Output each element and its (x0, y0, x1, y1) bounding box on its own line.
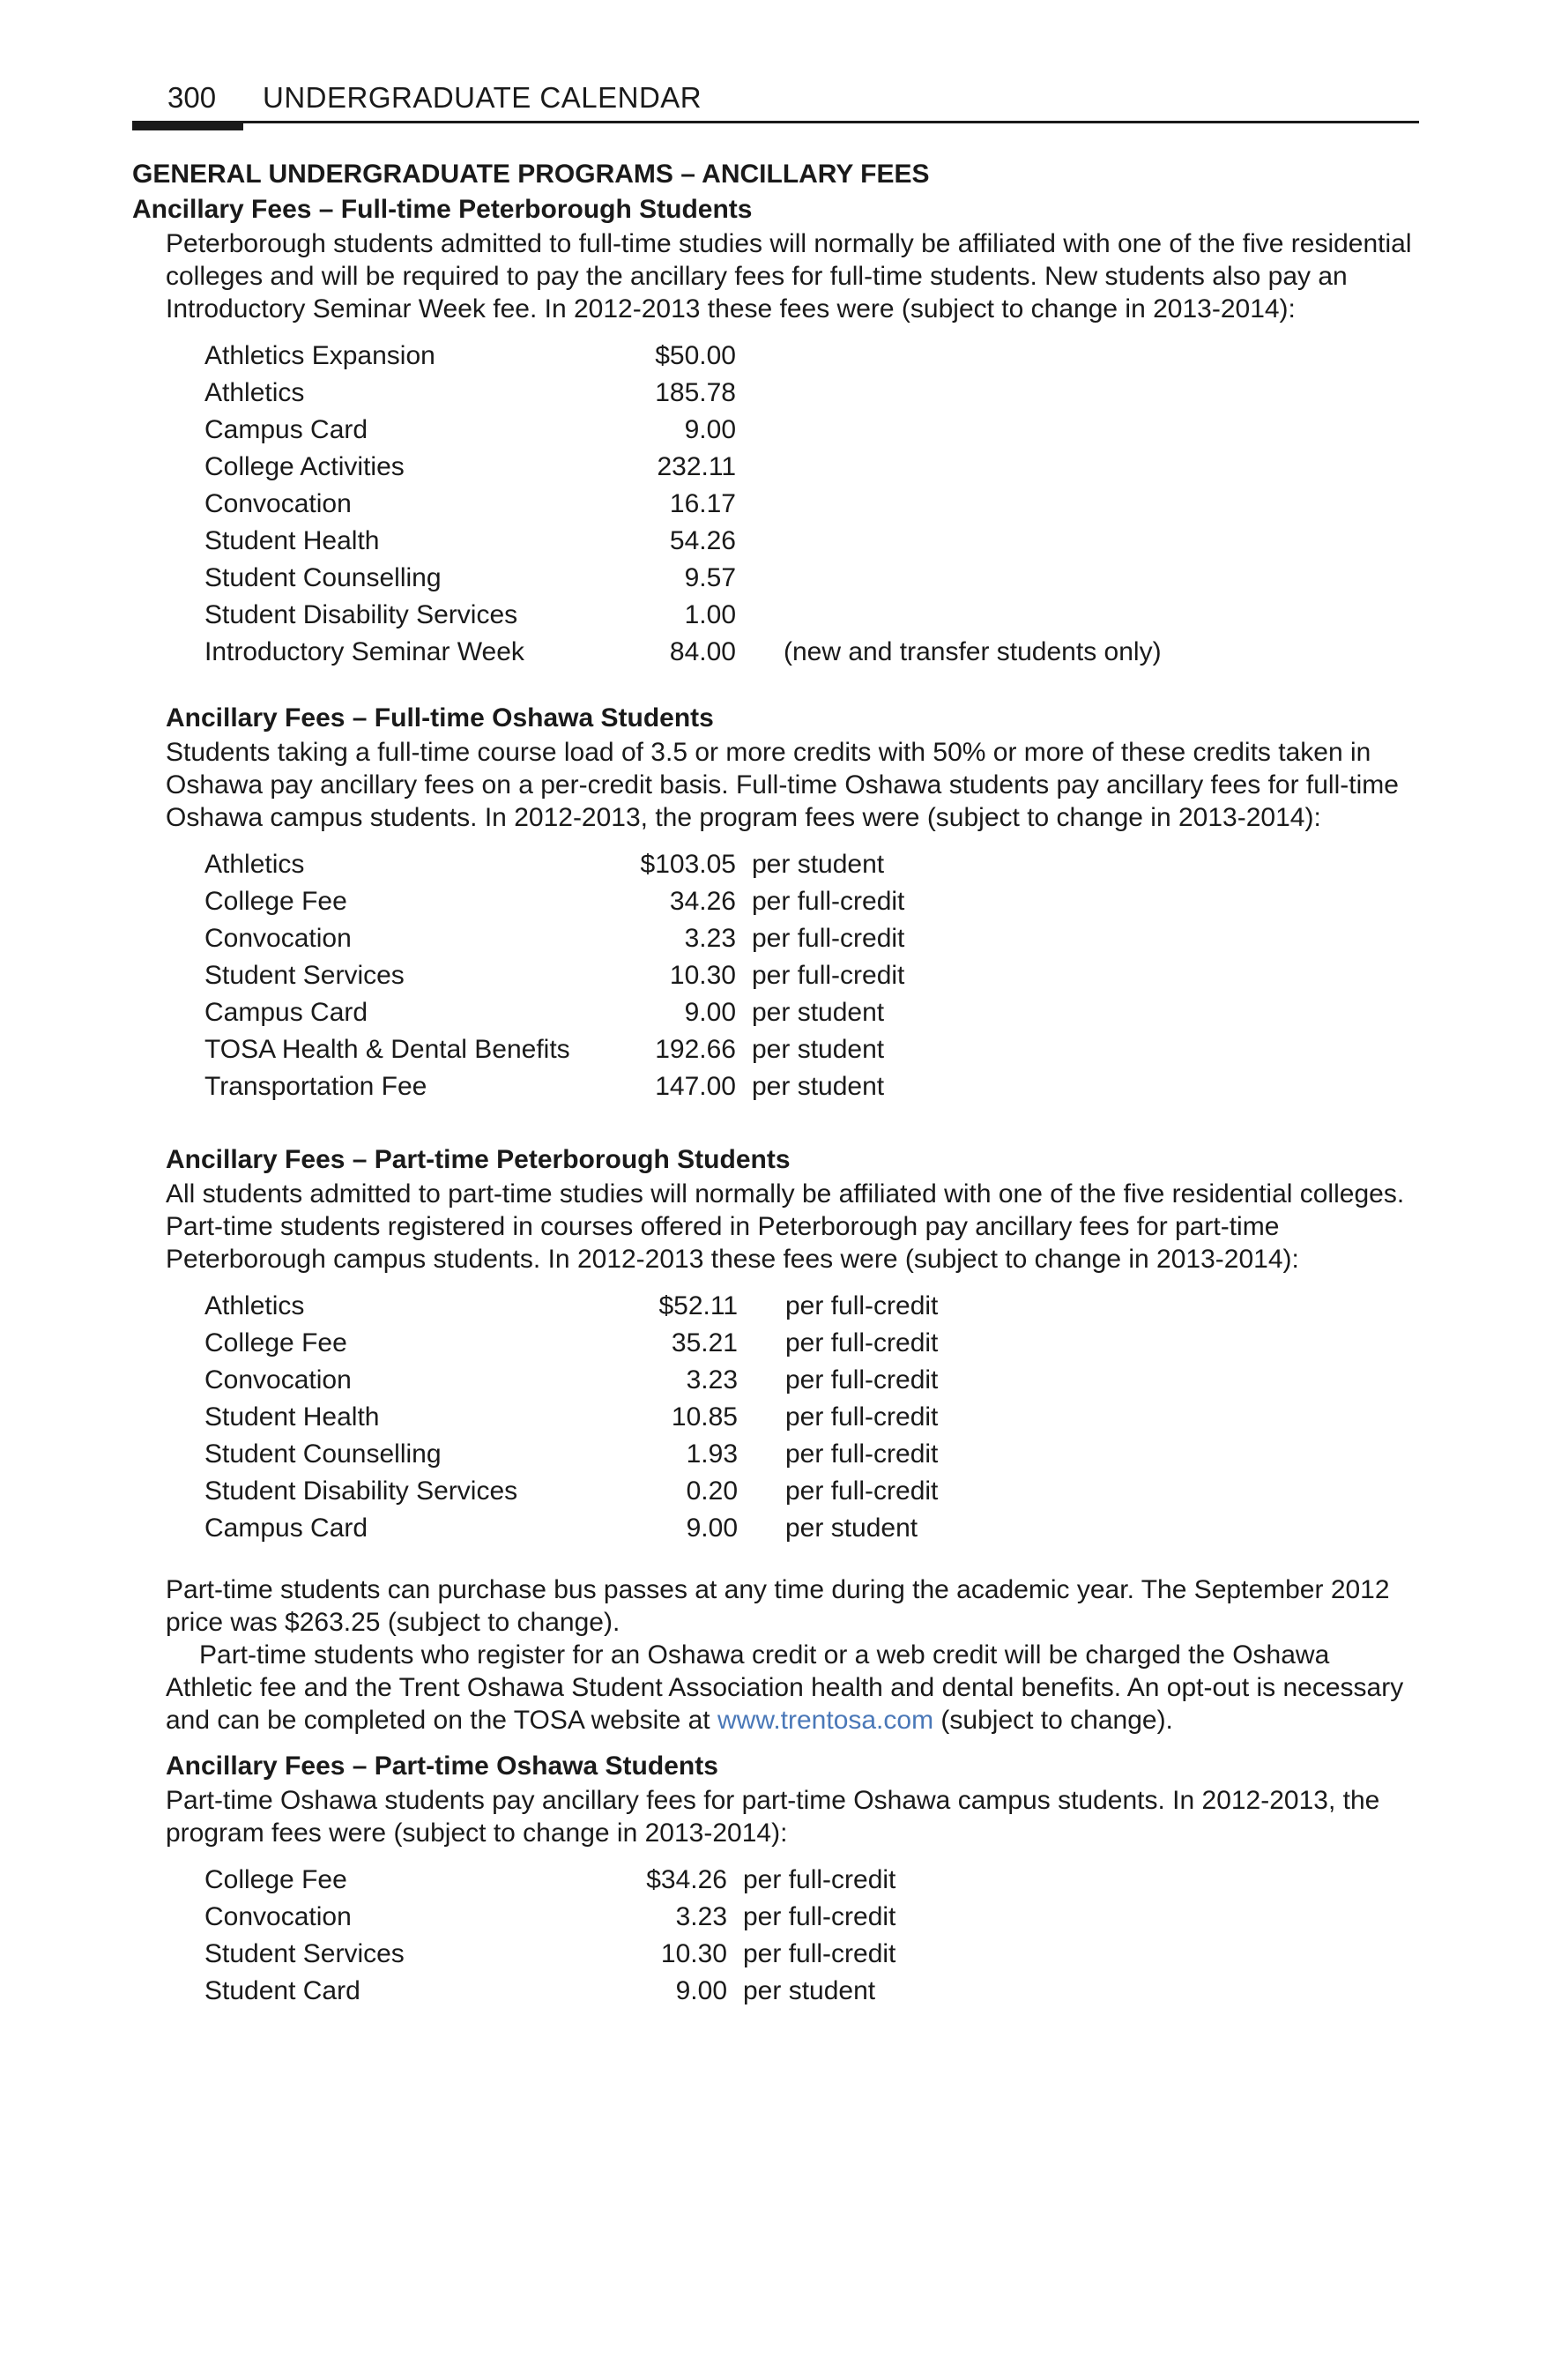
header-rule-accent (132, 121, 243, 130)
fee-note (736, 560, 1162, 597)
fee-label: Athletics Expansion (204, 341, 435, 370)
fee-amount: $34.26 (646, 1865, 727, 1894)
fee-note: per student (743, 1976, 876, 2005)
fee-amount: 0.20 (686, 1476, 738, 1506)
fee-note: per student (785, 1514, 918, 1543)
part-time-notes (166, 1573, 1419, 1737)
table-row (204, 523, 1162, 560)
fee-amount: 9.57 (684, 563, 736, 592)
fee-note: per full-credit (743, 1865, 896, 1894)
fee-note: per full-credit (785, 1476, 939, 1506)
fee-label: Student Counselling (204, 1439, 442, 1469)
table-row (204, 920, 904, 957)
table-row (204, 846, 904, 883)
fee-note: per full-credit (785, 1439, 939, 1469)
section-intro: Part-time Oshawa students pay ancillary fees for part-time Oshawa campus students. In 2012-2013, the program fees were (subject to change in 2013-2014): (166, 1786, 1380, 1848)
fee-amount: 10.30 (669, 961, 736, 990)
fee-label: Campus Card (204, 998, 368, 1027)
fee-label: Student Health (204, 526, 380, 555)
fee-label: Student Card (204, 1976, 360, 2005)
fee-label: Convocation (204, 489, 352, 518)
table-row (204, 1899, 895, 1936)
fee-label: Introductory Seminar Week (204, 637, 524, 666)
fee-note: per student (752, 1035, 885, 1064)
fee-note (736, 597, 1162, 634)
fee-amount: 9.00 (686, 1514, 738, 1543)
fee-note: per full-credit (785, 1402, 939, 1432)
page-title: GENERAL UNDERGRADUATE PROGRAMS – ANCILLARY FEES (132, 160, 930, 189)
fee-amount: 147.00 (655, 1072, 736, 1101)
fee-label: Athletics (204, 378, 305, 407)
section-heading-pt-oshawa: Ancillary Fees – Part-time Oshawa Students (166, 1752, 718, 1781)
header-rule (132, 121, 1419, 123)
fee-label: College Fee (204, 1865, 347, 1894)
fee-amount: 3.23 (686, 1365, 738, 1395)
fee-note: per full-credit (785, 1365, 939, 1395)
table-row (204, 957, 904, 994)
fee-note: per student (752, 1072, 885, 1101)
fee-note: per full-credit (785, 1291, 939, 1320)
table-row (204, 1473, 938, 1510)
fee-amount: 54.26 (669, 526, 736, 555)
fee-table-ft-oshawa (204, 846, 904, 1105)
fee-label: Athletics (204, 850, 305, 879)
section-intro: Students taking a full-time course load of 3.5 or more credits with 50% or more of these credits taken in Oshawa pay ancillary fees on a per-credit basis. Full-time Oshawa students pay ancillary fees for full-time Oshawa campus students. In 2012-2013, the program fees were (subject to change in 2013-2014): (166, 738, 1399, 832)
table-row (204, 412, 1162, 449)
table-row (204, 486, 1162, 523)
fee-amount: 16.17 (669, 489, 736, 518)
fee-label: Convocation (204, 924, 352, 953)
section-heading-pt-peterborough: Ancillary Fees – Part-time Peterborough Students (166, 1145, 791, 1174)
fee-amount: 185.78 (655, 378, 736, 407)
fee-amount: 9.00 (675, 1976, 727, 2005)
fee-label: Campus Card (204, 415, 368, 444)
table-row (204, 1399, 938, 1436)
fee-amount: 35.21 (671, 1328, 738, 1357)
section-pt-peterborough (166, 1178, 1419, 1276)
tosa-website-link[interactable]: www.trentosa.com (717, 1706, 934, 1735)
fee-label: Student Counselling (204, 563, 442, 592)
section-pt-oshawa (166, 1784, 1419, 1849)
table-row (204, 560, 1162, 597)
table-row (204, 634, 1162, 671)
fee-amount: 9.00 (684, 998, 736, 1027)
table-row (204, 1436, 938, 1473)
section-heading-ft-peterborough: Ancillary Fees – Full-time Peterborough Students (132, 195, 753, 224)
oshawa-credit-text: Part-time students who register for an Oshawa credit or a web credit will be charged the Oshawa Athletic fee and the Trent Oshawa Student Association health and dental benefits. An opt-out is necessary and can be completed on the TOSA website at (166, 1640, 1404, 1735)
fee-amount: 3.23 (684, 924, 736, 953)
fee-amount: 34.26 (669, 887, 736, 916)
section-ft-peterborough (166, 227, 1419, 325)
fee-table-pt-oshawa (204, 1862, 895, 2010)
fee-note (736, 375, 1162, 412)
table-row (204, 994, 904, 1031)
fee-amount: 232.11 (657, 452, 736, 481)
fee-note: (new and transfer students only) (784, 637, 1162, 666)
fee-label: TOSA Health & Dental Benefits (204, 1035, 570, 1064)
fee-label: College Fee (204, 1328, 347, 1357)
fee-note: per full-credit (743, 1939, 896, 1968)
fee-label: Transportation Fee (204, 1072, 427, 1101)
fee-label: Student Health (204, 1402, 380, 1432)
fee-label: Student Disability Services (204, 600, 518, 629)
fee-amount: 10.30 (660, 1939, 727, 1968)
fee-note (736, 449, 1162, 486)
table-row (204, 1362, 938, 1399)
fee-amount: 192.66 (655, 1035, 736, 1064)
table-row (204, 449, 1162, 486)
section-ft-oshawa (166, 736, 1419, 834)
table-row (204, 375, 1162, 412)
fee-note (736, 412, 1162, 449)
fee-label: Student Services (204, 1939, 405, 1968)
oshawa-credit-note (166, 1639, 1419, 1737)
fee-label: Convocation (204, 1365, 352, 1395)
fee-label: Student Disability Services (204, 1476, 518, 1506)
fee-note (736, 338, 1162, 375)
fee-note: per student (752, 850, 885, 879)
table-row (204, 1288, 938, 1325)
fee-note: per full-credit (752, 887, 905, 916)
table-row (204, 1973, 895, 2010)
fee-amount: $103.05 (640, 850, 736, 879)
table-row (204, 1936, 895, 1973)
fee-amount: 10.85 (671, 1402, 738, 1432)
table-row (204, 1510, 938, 1547)
table-row (204, 1325, 938, 1362)
fee-label: College Activities (204, 452, 405, 481)
fee-amount: $50.00 (655, 341, 736, 370)
fee-amount: 9.00 (684, 415, 736, 444)
page-number: 300 (167, 81, 217, 114)
fee-amount: $52.11 (658, 1291, 738, 1320)
section-intro: Peterborough students admitted to full-time studies will normally be affiliated with one of the five residential colleges and will be required to pay the ancillary fees for full-time students. New students also pay an Introductory Seminar Week fee. In 2012-2013 these fees were (subject to change in 2013-2014): (166, 229, 1412, 324)
fee-note: per full-credit (785, 1328, 939, 1357)
table-row (204, 1031, 904, 1068)
fee-note: per full-credit (752, 924, 905, 953)
fee-amount: 1.00 (684, 600, 736, 629)
fee-note: per full-credit (743, 1902, 896, 1931)
fee-note (736, 523, 1162, 560)
fee-table-ft-peterborough (204, 338, 1162, 671)
fee-amount: 84.00 (669, 637, 736, 666)
table-row (204, 338, 1162, 375)
fee-note (736, 486, 1162, 523)
fee-label: Convocation (204, 1902, 352, 1931)
page-content (132, 157, 1419, 2010)
oshawa-credit-suffix: (subject to change). (933, 1706, 1173, 1735)
page-header (132, 81, 1419, 134)
fee-label: Campus Card (204, 1514, 368, 1543)
fee-note: per student (752, 998, 885, 1027)
table-row (204, 1068, 904, 1105)
table-row (204, 883, 904, 920)
fee-note: per full-credit (752, 961, 905, 990)
fee-label: College Fee (204, 887, 347, 916)
fee-label: Student Services (204, 961, 405, 990)
fee-table-pt-peterborough (204, 1288, 938, 1547)
table-row (204, 597, 1162, 634)
fee-amount: 1.93 (686, 1439, 738, 1469)
table-row (204, 1862, 895, 1899)
section-heading-ft-oshawa: Ancillary Fees – Full-time Oshawa Students (166, 703, 714, 733)
running-title: UNDERGRADUATE CALENDAR (263, 81, 702, 114)
fee-amount: 3.23 (675, 1902, 727, 1931)
fee-label: Athletics (204, 1291, 305, 1320)
section-intro: All students admitted to part-time studies will normally be affiliated with one of the five residential colleges. Part-time students registered in courses offered in Peterborough pay ancillary fees for part-time Peterborough campus students. In 2012-2013 these fees were (subject to change in 2013-2014): (166, 1179, 1405, 1274)
bus-pass-note: Part-time students can purchase bus passes at any time during the academic year. The September 2012 price was $263.25 (subject to change). (166, 1575, 1390, 1637)
